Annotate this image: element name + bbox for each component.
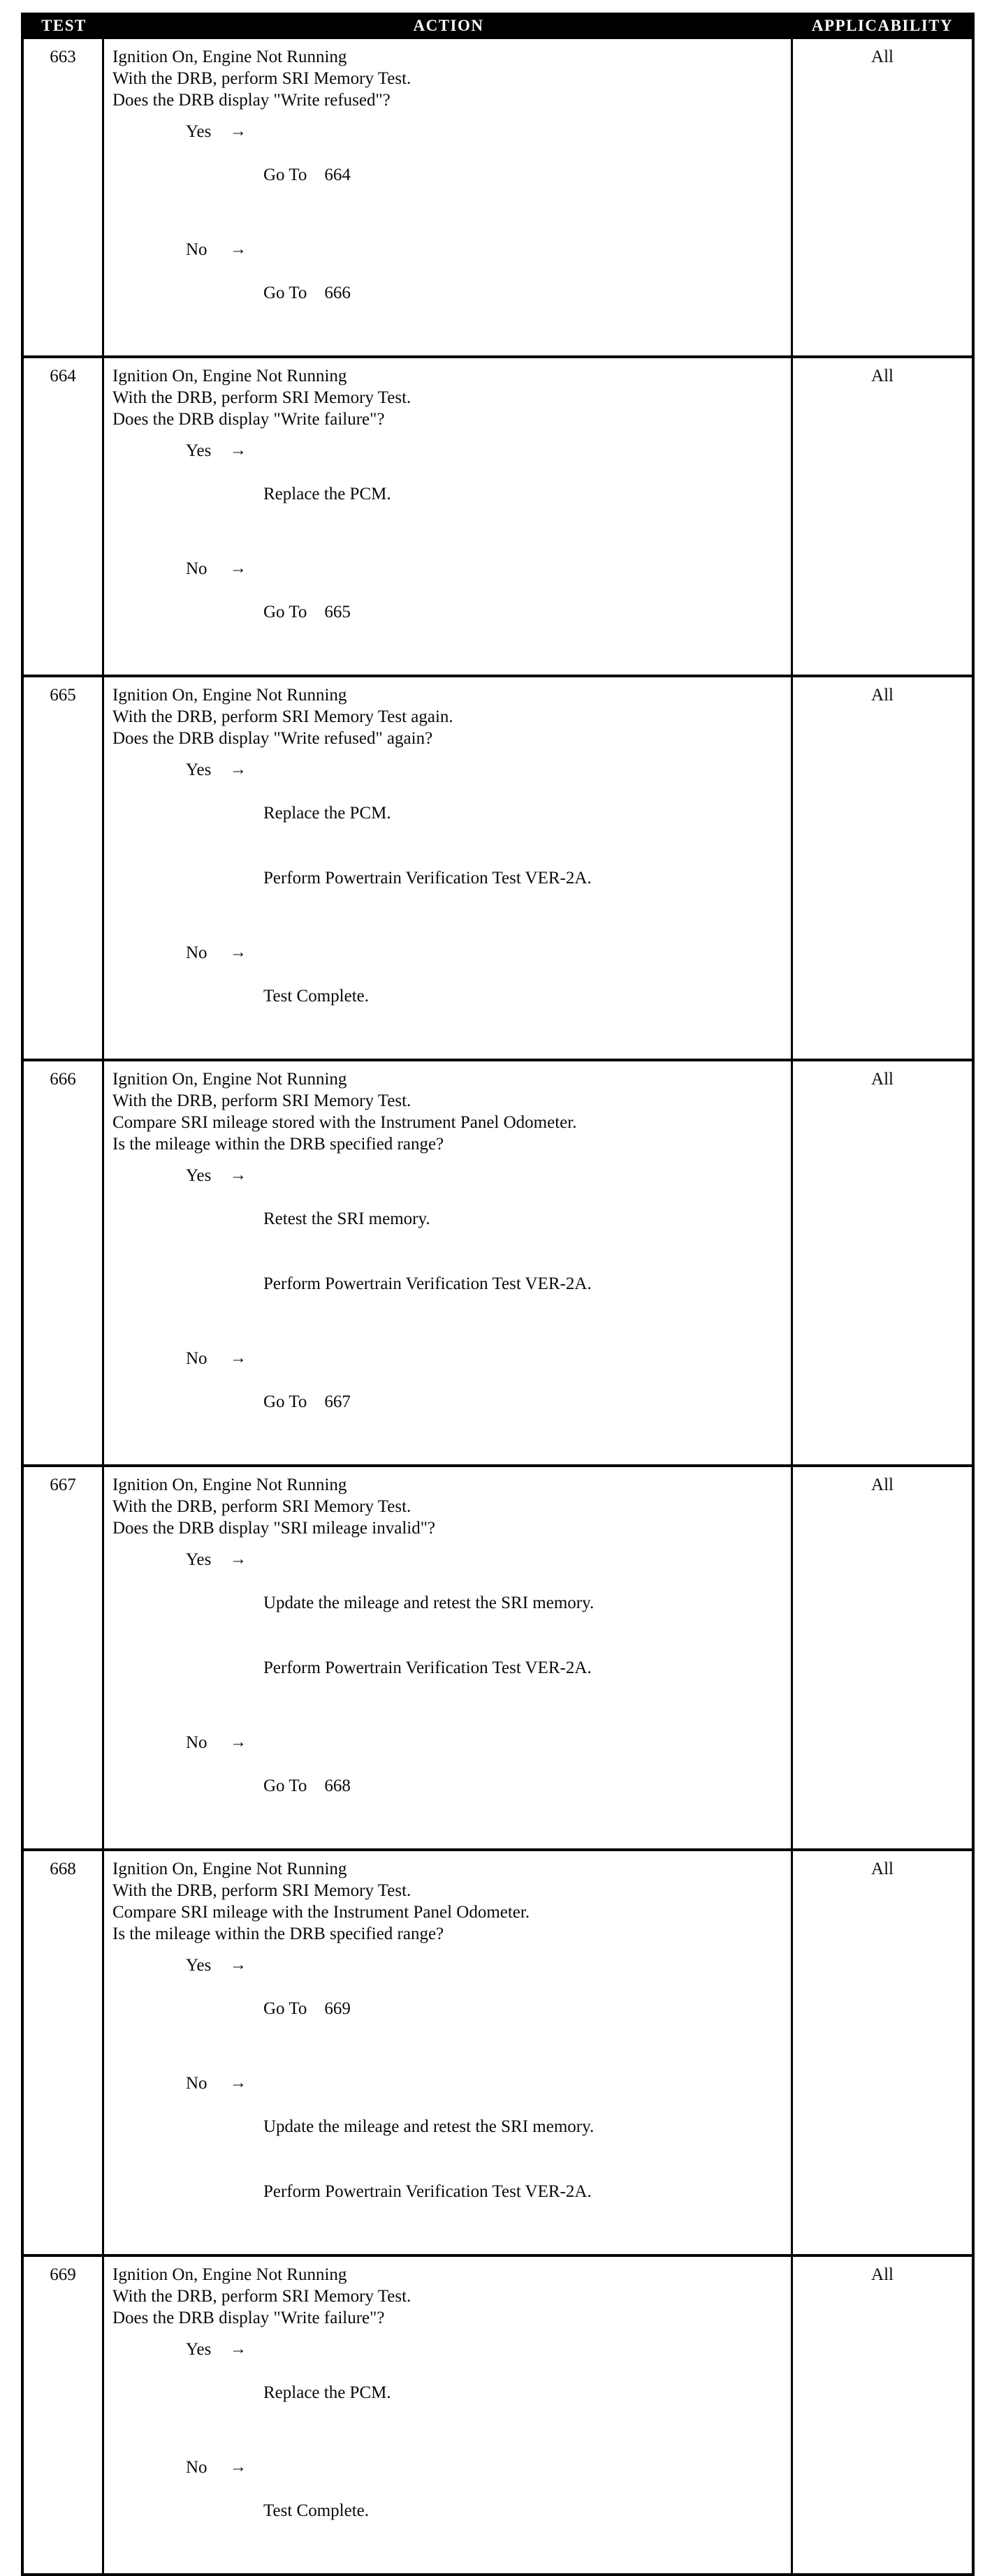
answer-label: No <box>186 559 207 578</box>
answer-text-line: Update the mileage and retest the SRI memory. <box>263 1594 595 1612</box>
answer-text-line: Test Complete. <box>263 987 370 1006</box>
answer-text <box>263 1348 351 1456</box>
answer-text-line: Perform Powertrain Verification Test VER-2A. <box>263 1658 592 1677</box>
diagnostic-test-table <box>21 13 975 2576</box>
answer-text-line: Go To 664 <box>263 165 351 184</box>
arrow-icon: → <box>230 1550 247 1568</box>
action-cell <box>104 39 793 355</box>
arrow-icon: → <box>230 240 247 258</box>
answer-yes <box>186 1165 784 1338</box>
answer-label: No <box>186 1349 207 1368</box>
action-cell <box>104 1061 793 1464</box>
applicability-value: All <box>871 1070 894 1089</box>
column-header-applicability: APPLICABILITY <box>811 17 954 34</box>
applicability-cell <box>793 39 972 355</box>
arrow-icon: → <box>230 2074 247 2092</box>
answer-no <box>186 2457 784 2565</box>
test-number-cell <box>24 1467 104 1848</box>
applicability-value: All <box>871 47 894 66</box>
column-header-action: ACTION <box>413 17 484 34</box>
table-row <box>24 675 972 1059</box>
answer-label: Yes <box>186 1956 212 1975</box>
answer-label: No <box>186 943 207 962</box>
arrow-icon: → <box>230 1349 247 1367</box>
action-line: Ignition On, Engine Not Running <box>112 1475 347 1494</box>
answer-yes <box>186 1955 784 2063</box>
answer-text <box>263 1732 351 1840</box>
action-line: With the DRB, perform SRI Memory Test. <box>112 1091 411 1110</box>
answer-yes <box>186 440 784 548</box>
action-cell <box>104 677 793 1059</box>
action-line: With the DRB, perform SRI Memory Test. <box>112 1881 411 1900</box>
answer-text-line: Go To 667 <box>263 1392 351 1411</box>
action-cell <box>104 358 793 675</box>
test-number-cell <box>24 1851 104 2254</box>
applicability-value: All <box>871 1860 894 1878</box>
action-line: Ignition On, Engine Not Running <box>112 1070 347 1089</box>
action-line: With the DRB, perform SRI Memory Test. <box>112 388 411 407</box>
answer-text <box>263 440 391 548</box>
column-header-test: TEST <box>41 17 87 34</box>
applicability-cell <box>793 1851 972 2254</box>
answer-no <box>186 1732 784 1840</box>
answer-text-line: Go To 669 <box>263 1999 351 2018</box>
answer-text-line: Test Complete. <box>263 2501 370 2520</box>
applicability-cell <box>793 1467 972 1848</box>
answer-yes <box>186 1549 784 1722</box>
answer-label: No <box>186 2458 207 2477</box>
action-line: Ignition On, Engine Not Running <box>112 1860 347 1878</box>
table-row <box>24 2254 972 2573</box>
answer-label: Yes <box>186 122 212 141</box>
answer-no <box>186 239 784 347</box>
test-number-cell <box>24 358 104 675</box>
test-number: 665 <box>50 686 76 705</box>
action-line: Does the DRB display "Write failure"? <box>112 410 385 429</box>
answer-text-line: Replace the PCM. <box>263 804 391 823</box>
answer-text-line: Perform Powertrain Verification Test VER-2A. <box>263 869 592 888</box>
arrow-icon: → <box>230 559 247 577</box>
applicability-cell <box>793 2257 972 2573</box>
answer-text-line: Perform Powertrain Verification Test VER-2A. <box>263 2182 592 2201</box>
answer-text <box>263 1165 592 1338</box>
answer-label: Yes <box>186 760 212 779</box>
answer-text-line: Update the mileage and retest the SRI memory. <box>263 2117 595 2136</box>
answer-text-line: Replace the PCM. <box>263 485 391 503</box>
answer-label: No <box>186 240 207 259</box>
answer-yes <box>186 2339 784 2447</box>
answer-no <box>186 942 784 1050</box>
applicability-value: All <box>871 367 894 385</box>
test-number-cell <box>24 2257 104 2573</box>
test-number: 664 <box>50 367 76 385</box>
answer-no <box>186 2073 784 2246</box>
table-row <box>24 39 972 355</box>
answer-text <box>263 2339 391 2447</box>
action-line: Ignition On, Engine Not Running <box>112 47 347 66</box>
test-number: 668 <box>50 1860 76 1878</box>
table-header <box>24 13 972 39</box>
answer-yes <box>186 759 784 932</box>
applicability-cell <box>793 1061 972 1464</box>
action-line: With the DRB, perform SRI Memory Test again. <box>112 707 453 726</box>
answer-label: No <box>186 2074 207 2093</box>
test-number: 666 <box>50 1070 76 1089</box>
action-line: Does the DRB display "Write failure"? <box>112 2309 385 2327</box>
action-line: Is the mileage within the DRB specified range? <box>112 1924 444 1943</box>
arrow-icon: → <box>230 122 247 140</box>
answer-label: Yes <box>186 2340 212 2359</box>
applicability-value: All <box>871 1475 894 1494</box>
test-number-cell <box>24 39 104 355</box>
applicability-value: All <box>871 2265 894 2284</box>
answer-no <box>186 558 784 666</box>
arrow-icon: → <box>230 943 247 962</box>
answer-text-line: Go To 668 <box>263 1776 351 1795</box>
answer-no <box>186 1348 784 1456</box>
action-line: Does the DRB display "Write refused" again? <box>112 729 433 748</box>
action-cell <box>104 1851 793 2254</box>
answer-text <box>263 1549 594 1722</box>
answer-text <box>263 759 592 932</box>
action-line: With the DRB, perform SRI Memory Test. <box>112 2287 411 2306</box>
test-number-cell <box>24 1061 104 1464</box>
action-line: Ignition On, Engine Not Running <box>112 686 347 705</box>
action-line: Is the mileage within the DRB specified range? <box>112 1135 444 1154</box>
action-cell <box>104 2257 793 2573</box>
test-number: 663 <box>50 47 76 66</box>
action-line: Does the DRB display "Write refused"? <box>112 91 391 110</box>
answer-text <box>263 121 351 229</box>
action-line: Does the DRB display "SRI mileage invalid"? <box>112 1519 436 1538</box>
answer-text <box>263 558 351 666</box>
applicability-cell <box>793 677 972 1059</box>
applicability-cell <box>793 358 972 675</box>
action-line: Compare SRI mileage with the Instrument Panel Odometer. <box>112 1903 530 1922</box>
answer-text-line: Go To 666 <box>263 284 351 302</box>
answer-label: Yes <box>186 1166 212 1185</box>
test-number-cell <box>24 677 104 1059</box>
answer-text-line: Perform Powertrain Verification Test VER-2A. <box>263 1274 592 1293</box>
action-line: Ignition On, Engine Not Running <box>112 2265 347 2284</box>
arrow-icon: → <box>230 760 247 779</box>
arrow-icon: → <box>230 2340 247 2358</box>
answer-yes <box>186 121 784 229</box>
test-number: 667 <box>50 1475 76 1494</box>
arrow-icon: → <box>230 441 247 459</box>
answer-text-line: Retest the SRI memory. <box>263 1209 430 1228</box>
answer-text <box>263 2073 594 2246</box>
action-line: With the DRB, perform SRI Memory Test. <box>112 69 411 88</box>
answer-text <box>263 2457 369 2565</box>
table-row <box>24 355 972 675</box>
action-cell <box>104 1467 793 1848</box>
answer-text <box>263 239 351 347</box>
applicability-value: All <box>871 686 894 705</box>
answer-label: Yes <box>186 441 212 460</box>
action-line: With the DRB, perform SRI Memory Test. <box>112 1497 411 1516</box>
answer-label: No <box>186 1733 207 1752</box>
answer-label: Yes <box>186 1550 212 1569</box>
table-row <box>24 1464 972 1848</box>
answer-text <box>263 1955 351 2063</box>
action-line: Ignition On, Engine Not Running <box>112 367 347 385</box>
table-row <box>24 1848 972 2254</box>
test-number: 669 <box>50 2265 76 2284</box>
answer-text <box>263 942 369 1050</box>
action-line: Compare SRI mileage stored with the Instrument Panel Odometer. <box>112 1113 577 1132</box>
arrow-icon: → <box>230 1956 247 1974</box>
arrow-icon: → <box>230 1166 247 1184</box>
answer-text-line: Go To 665 <box>263 603 351 621</box>
arrow-icon: → <box>230 1733 247 1751</box>
table-row <box>24 1059 972 1464</box>
arrow-icon: → <box>230 2458 247 2476</box>
answer-text-line: Replace the PCM. <box>263 2383 391 2402</box>
